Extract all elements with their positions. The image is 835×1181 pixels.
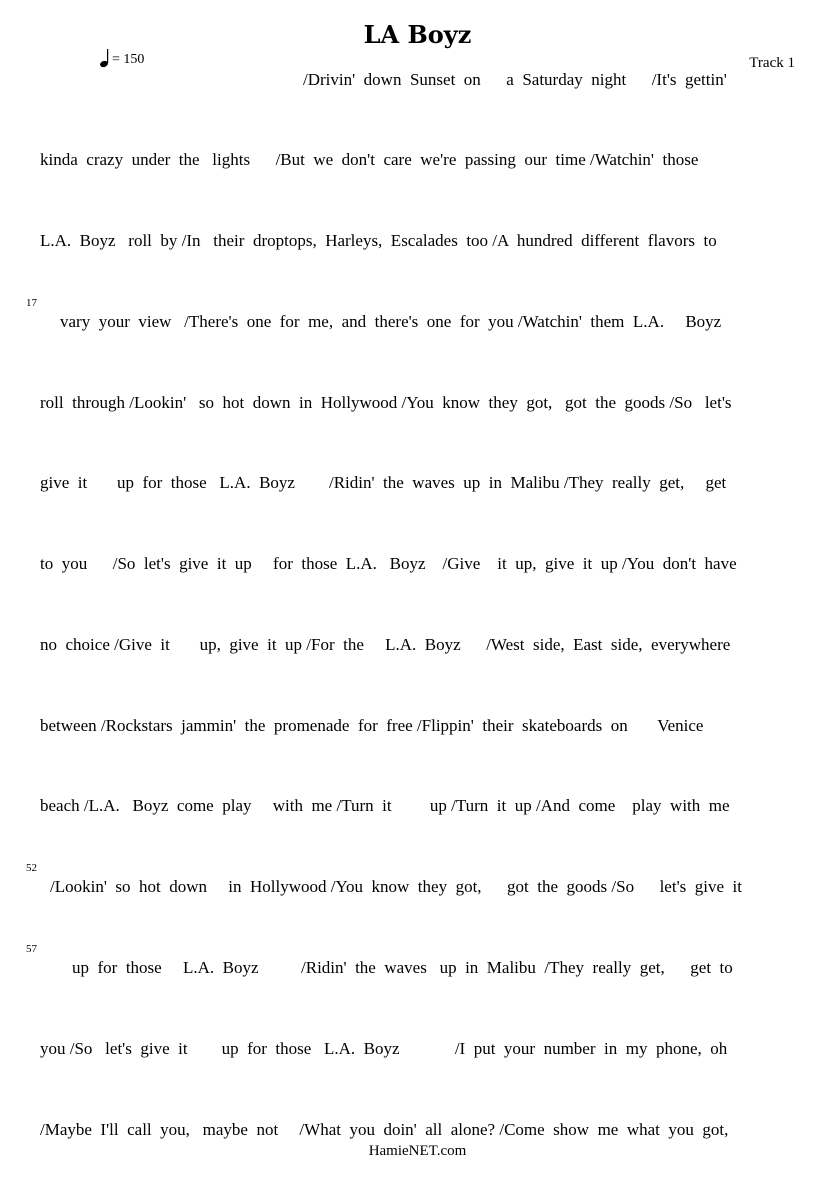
- lyric-text: to you /So let's give it up for those L.A. Boyz /Give it up, give it up /You don't have: [40, 554, 737, 573]
- lyric-text: /Maybe I'll call you, maybe not /What you doin' all alone? /Come show me what you got,: [40, 1120, 729, 1139]
- lyric-text: vary your view /There's one for me, and there's one for you /Watchin' them L.A. Boyz: [60, 312, 722, 331]
- lyric-text: roll through /Lookin' so hot down in Hollywood /You know they got, got the goods /So let's: [40, 393, 732, 412]
- lyric-line: [40, 796, 790, 816]
- lyric-text: beach /L.A. Boyz come play with me /Turn it up /Turn it up /And come play with me: [40, 796, 730, 815]
- lyric-line: [303, 70, 791, 90]
- tempo-value: = 150: [112, 52, 145, 67]
- lyric-text: no choice /Give it up, give it up /For the L.A. Boyz /West side, East side, everywhere: [40, 635, 731, 654]
- lyric-line: [40, 716, 790, 736]
- lyric-text: up for those L.A. Boyz /Ridin' the waves up in Malibu /They really get, get to: [72, 958, 733, 977]
- lyric-text: L.A. Boyz roll by /In their droptops, Harleys, Escalades too /A hundred different flavors to: [40, 231, 717, 250]
- lyric-line: [40, 1039, 790, 1059]
- lyric-line: [40, 635, 790, 655]
- lyric-text: you /So let's give it up for those L.A. Boyz /I put your number in my phone, oh: [40, 1039, 728, 1058]
- track-label: Track 1: [749, 55, 795, 71]
- lyric-text: /Lookin' so hot down in Hollywood /You know they got, got the goods /So let's give it: [50, 877, 742, 896]
- lyric-line: [40, 150, 790, 170]
- lyric-text: kinda crazy under the lights /But we don't care we're passing our time /Watchin' those: [40, 150, 699, 169]
- lyric-line: [40, 554, 790, 574]
- lyric-line: [40, 231, 790, 251]
- lyric-line: [40, 1120, 790, 1140]
- lyric-line: [72, 958, 790, 978]
- lyric-line: [60, 312, 790, 332]
- measure-number: 17: [26, 297, 37, 309]
- song-title: LA Boyz: [363, 20, 472, 49]
- lyric-line: [50, 877, 790, 897]
- tempo-marking: [100, 48, 144, 68]
- lyric-text: between /Rockstars jammin' the promenade for free /Flippin' their skateboards on Venice: [40, 716, 704, 735]
- lyric-line: [40, 393, 790, 413]
- measure-number: 52: [26, 862, 37, 874]
- lyric-text: give it up for those L.A. Boyz /Ridin' the waves up in Malibu /They really get, get: [40, 473, 727, 492]
- measure-number: 57: [26, 943, 37, 955]
- lyric-line: [40, 473, 790, 493]
- quarter-note-icon: [100, 48, 110, 68]
- lyric-text: /Drivin' down Sunset on a Saturday night /It's gettin': [303, 70, 727, 89]
- footer-site-link[interactable]: HamieNET.com: [368, 1143, 467, 1159]
